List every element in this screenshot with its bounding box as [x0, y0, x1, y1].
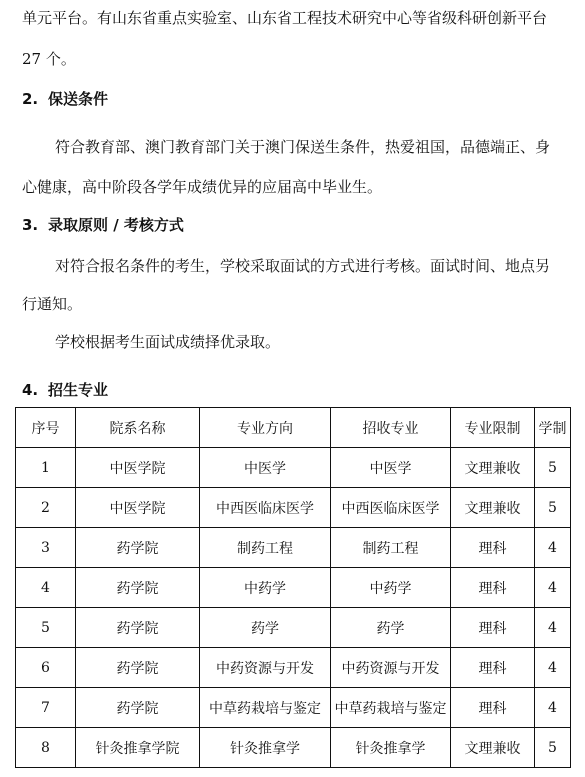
header-enrolled-major: 招收专业	[331, 408, 451, 448]
cell-enrolled-major: 药学	[331, 608, 451, 648]
cell-index: 6	[16, 648, 76, 688]
section-2-heading	[22, 89, 108, 109]
cell-major-direction: 制药工程	[200, 528, 331, 568]
cell-enrolled-major: 制药工程	[331, 528, 451, 568]
cell-duration: 4	[535, 688, 571, 728]
header-department: 院系名称	[76, 408, 200, 448]
cell-duration: 4	[535, 528, 571, 568]
cell-major-restriction: 理科	[451, 528, 535, 568]
header-major-restriction: 专业限制	[451, 408, 535, 448]
cell-major-direction: 中草药栽培与鉴定	[200, 688, 331, 728]
cell-index: 8	[16, 728, 76, 768]
cell-department: 中医学院	[76, 488, 200, 528]
cell-duration: 5	[535, 728, 571, 768]
cell-major-direction: 中医学	[200, 448, 331, 488]
section-2-number: 2.	[22, 90, 39, 108]
table-row	[16, 688, 571, 728]
cell-index: 2	[16, 488, 76, 528]
cell-major-direction: 药学	[200, 608, 331, 648]
section-4-heading	[22, 380, 108, 400]
cell-major-restriction: 理科	[451, 608, 535, 648]
section-3-line-1: 对符合报名条件的考生，学校采取面试的方式进行考核。面试时间、地点另	[55, 257, 551, 275]
section-3-title: 录取原则 / 考核方式	[48, 216, 184, 234]
table-row	[16, 728, 571, 768]
cell-enrolled-major: 中西医临床医学	[331, 488, 451, 528]
cell-department: 中医学院	[76, 448, 200, 488]
cell-department: 针灸推拿学院	[76, 728, 200, 768]
cell-major-direction: 针灸推拿学	[200, 728, 331, 768]
section-3-line-2: 行通知。	[22, 295, 83, 313]
header-major-direction: 专业方向	[200, 408, 331, 448]
header-duration: 学制	[535, 408, 571, 448]
intro-line-1: 单元平台。有山东省重点实验室、山东省工程技术研究中心等省级科研创新平台	[22, 9, 548, 27]
cell-duration: 5	[535, 488, 571, 528]
cell-major-direction: 中药资源与开发	[200, 648, 331, 688]
cell-index: 5	[16, 608, 76, 648]
section-4-number: 4.	[22, 381, 39, 399]
section-2-line-2: 心健康，高中阶段各学年成绩优异的应届高中毕业生。	[22, 178, 383, 196]
table-header-row	[16, 408, 571, 448]
section-3-line-3: 学校根据考生面试成绩择优录取。	[55, 333, 281, 351]
table-row	[16, 648, 571, 688]
cell-major-restriction: 文理兼收	[451, 488, 535, 528]
cell-major-direction: 中西医临床医学	[200, 488, 331, 528]
cell-enrolled-major: 中草药栽培与鉴定	[331, 688, 451, 728]
cell-major-restriction: 文理兼收	[451, 448, 535, 488]
table-row	[16, 528, 571, 568]
cell-enrolled-major: 针灸推拿学	[331, 728, 451, 768]
header-index: 序号	[16, 408, 76, 448]
cell-duration: 5	[535, 448, 571, 488]
cell-index: 1	[16, 448, 76, 488]
table-row	[16, 488, 571, 528]
section-2-title: 保送条件	[48, 90, 109, 108]
section-2-line-1: 符合教育部、澳门教育部门关于澳门保送生条件，热爱祖国，品德端正、身	[55, 138, 551, 156]
cell-enrolled-major: 中药资源与开发	[331, 648, 451, 688]
cell-index: 7	[16, 688, 76, 728]
cell-index: 3	[16, 528, 76, 568]
cell-department: 药学院	[76, 648, 200, 688]
cell-major-restriction: 理科	[451, 648, 535, 688]
cell-major-restriction: 理科	[451, 688, 535, 728]
section-3-heading	[22, 215, 184, 235]
cell-department: 药学院	[76, 688, 200, 728]
cell-duration: 4	[535, 568, 571, 608]
cell-major-restriction: 文理兼收	[451, 728, 535, 768]
cell-duration: 4	[535, 648, 571, 688]
cell-department: 药学院	[76, 528, 200, 568]
table-row	[16, 568, 571, 608]
intro-line-2: 27 个。	[22, 50, 76, 68]
table-row	[16, 448, 571, 488]
table-row	[16, 608, 571, 648]
cell-major-direction: 中药学	[200, 568, 331, 608]
cell-enrolled-major: 中药学	[331, 568, 451, 608]
cell-major-restriction: 理科	[451, 568, 535, 608]
section-3-number: 3.	[22, 216, 39, 234]
cell-enrolled-major: 中医学	[331, 448, 451, 488]
cell-department: 药学院	[76, 568, 200, 608]
majors-table	[15, 407, 571, 768]
cell-index: 4	[16, 568, 76, 608]
cell-department: 药学院	[76, 608, 200, 648]
cell-duration: 4	[535, 608, 571, 648]
section-4-title: 招生专业	[48, 381, 109, 399]
